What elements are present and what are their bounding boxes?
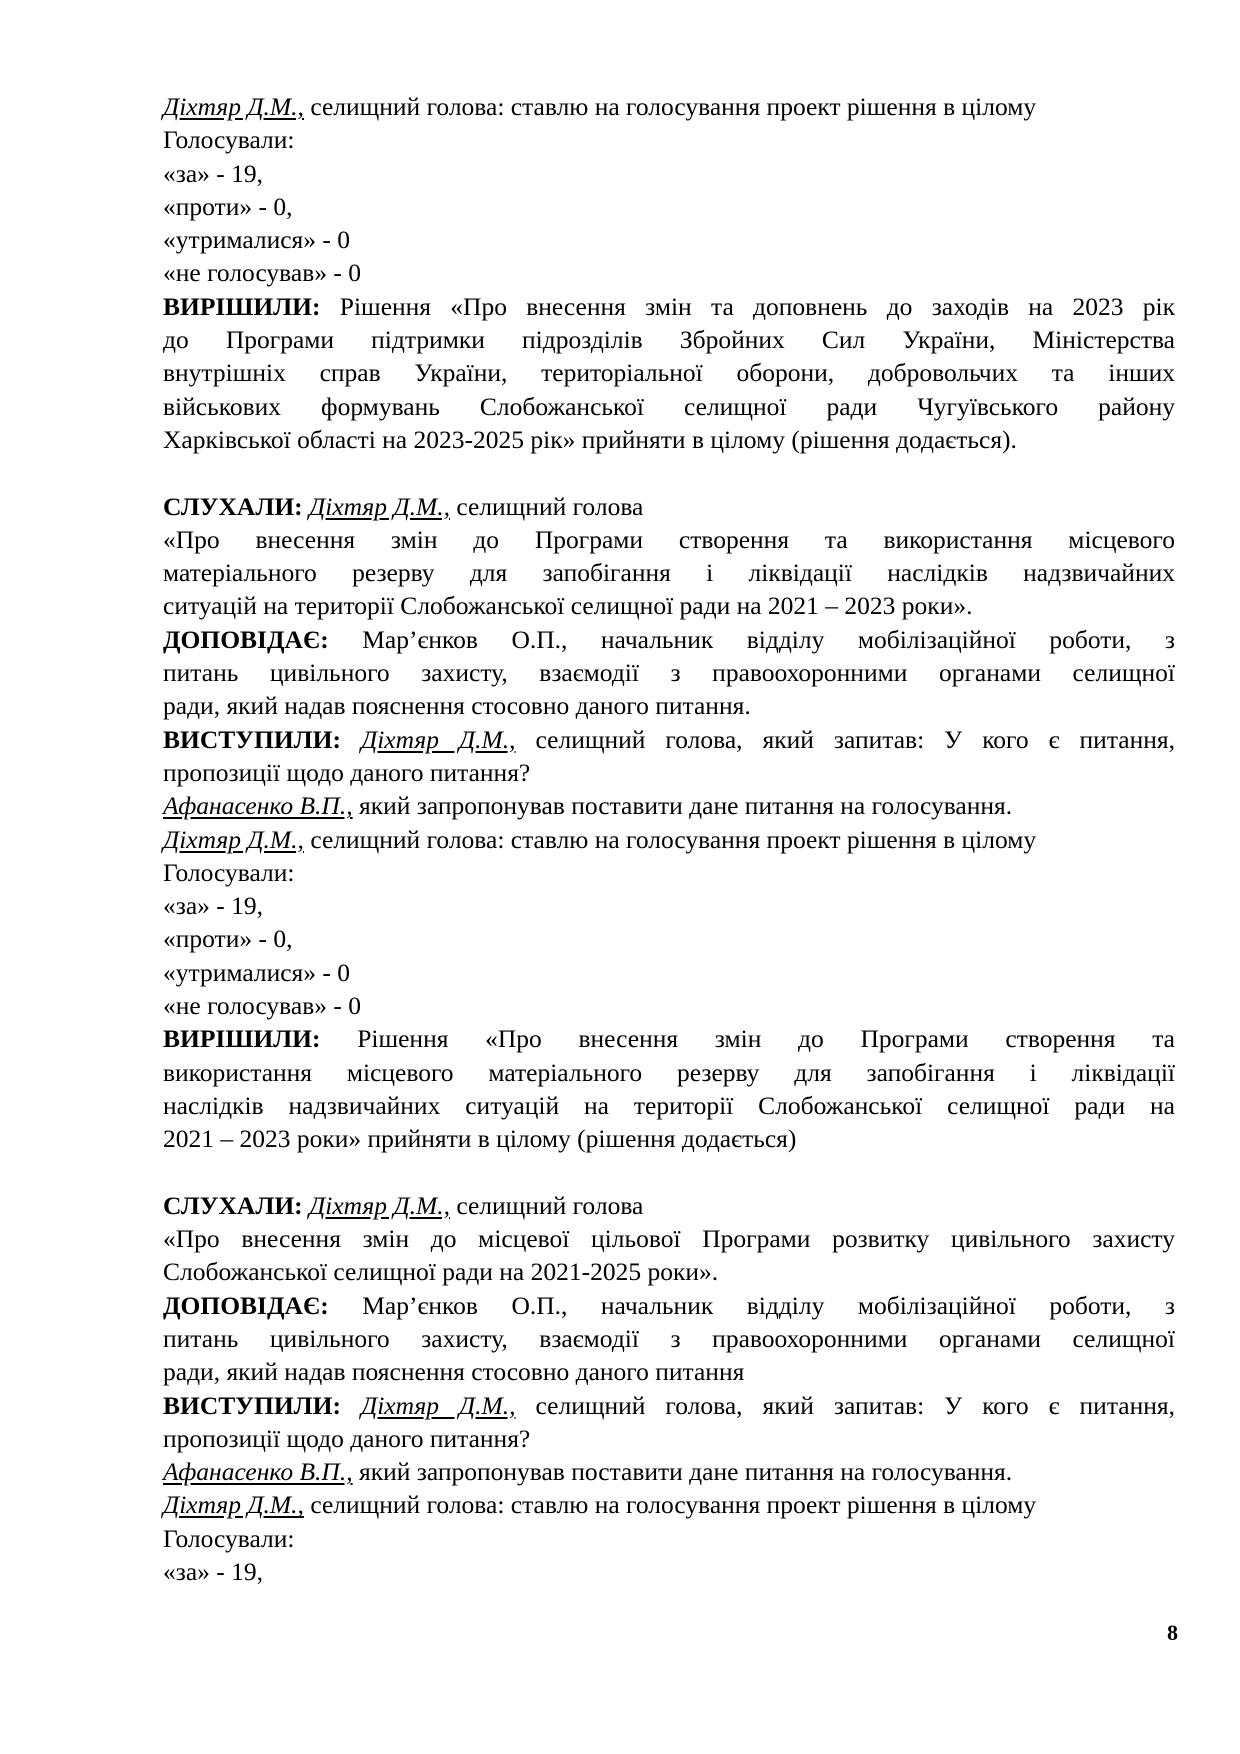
vote-against: «проти» - 0, — [163, 191, 293, 221]
heard-line: СЛУХАЛИ: Діхтяр Д.М., селищний голова — [163, 491, 644, 521]
spoke-label: ВИСТУПИЛИ: — [163, 724, 341, 754]
decided-line: наслідків надзвичайних ситуацій на території Слобожанської селищної ради на — [163, 1090, 1175, 1120]
vote-against: «проти» - 0, — [163, 924, 293, 954]
speaker-name: Діхтяр Д.М., — [163, 1490, 304, 1520]
report-line: ДОПОВІДАЄ: Мар’єнков О.П., начальник відділу мобілізаційної роботи, з — [163, 1290, 1175, 1320]
report-line: ради, який надав пояснення стосовно даного питання. — [163, 691, 751, 721]
page-number: 8 — [1167, 1620, 1178, 1645]
heard-label: СЛУХАЛИ: — [163, 1190, 303, 1220]
topic-line: матеріального резерву для запобігання і ліквідації наслідків надзвичайних — [163, 558, 1175, 588]
spoke-line: пропозиції щодо даного питання? — [163, 1423, 531, 1453]
section-gap — [163, 456, 1175, 489]
speaker-name: Діхтяр Д.М., — [163, 824, 304, 854]
decided-line: ВИРІШИЛИ: Рішення «Про внесення змін до Програми створення та — [163, 1024, 1175, 1054]
heard-line: СЛУХАЛИ: Діхтяр Д.М., селищний голова — [163, 1190, 644, 1220]
deputy-name: Афанасенко В.П., — [163, 791, 353, 821]
heard-label: СЛУХАЛИ: — [163, 491, 303, 521]
section-gap — [163, 1156, 1175, 1189]
vote-for: «за» - 19, — [163, 1557, 264, 1587]
vote-for: «за» - 19, — [163, 891, 264, 921]
report-line: питань цивільного захисту, взаємодії з правоохоронними органами селищної — [163, 658, 1175, 688]
topic-line: Слобожанської селищної ради на 2021-2025 роки». — [163, 1257, 719, 1287]
decided-line: використання місцевого матеріального резерву для запобігання і ліквідації — [163, 1057, 1175, 1087]
vote-abstained: «утрималися» - 0 — [163, 957, 351, 987]
decided-line: Харківської області на 2023-2025 рік» прийняти в цілому (рішення додається). — [163, 424, 1017, 454]
reports-label: ДОПОВІДАЄ: — [163, 624, 329, 654]
topic-line: «Про внесення змін до місцевої цільової Програми розвитку цивільного захисту — [163, 1224, 1175, 1254]
topic-line: «Про внесення змін до Програми створення та використання місцевого — [163, 524, 1175, 554]
decided-label: ВИРІШИЛИ: — [163, 1024, 321, 1054]
proposal-line: Афанасенко В.П., який запропонував поставити дане питання на голосування. — [163, 1457, 1013, 1487]
spoke-line: пропозиції щодо даного питання? — [163, 757, 531, 787]
speaker-name: Діхтяр Д.М., — [360, 724, 516, 754]
speaker-name: Діхтяр Д.М., — [309, 1190, 450, 1220]
reports-label: ДОПОВІДАЄ: — [163, 1290, 329, 1320]
vote-for: «за» - 19, — [163, 158, 264, 188]
vote-call-line: Діхтяр Д.М., селищний голова: ставлю на голосування проект рішення в цілому — [163, 1490, 1037, 1520]
spoke-line: ВИСТУПИЛИ: Діхтяр Д.М., селищний голова, який запитав: У кого є питання, — [163, 724, 1175, 754]
vote-header: Голосували: — [163, 125, 295, 155]
speaker-name: Діхтяр Д.М., — [360, 1390, 516, 1420]
decided-line: внутрішніх справ України, територіальної оборони, добровольчих та інших — [163, 358, 1175, 388]
spoke-label: ВИСТУПИЛИ: — [163, 1390, 341, 1420]
topic-line: ситуацій на території Слобожанської селищної ради на 2021 – 2023 роки». — [163, 591, 973, 621]
decided-line: військових формувань Слобожанської селищної ради Чугуївського району — [163, 391, 1175, 421]
vote-not-voted: «не голосував» - 0 — [163, 258, 361, 288]
decided-line: ВИРІШИЛИ: Рішення «Про внесення змін та доповнень до заходів на 2023 рік — [163, 291, 1175, 321]
document-page — [163, 90, 1175, 1588]
vote-not-voted: «не голосував» - 0 — [163, 991, 361, 1021]
vote-call-line: Діхтяр Д.М., селищний голова: ставлю на голосування проект рішення в цілому — [163, 92, 1037, 121]
decided-line: 2021 – 2023 роки» прийняти в цілому (рішення додається) — [163, 1124, 797, 1154]
report-line: питань цивільного захисту, взаємодії з правоохоронними органами селищної — [163, 1323, 1175, 1353]
report-line: ДОПОВІДАЄ: Мар’єнков О.П., начальник відділу мобілізаційної роботи, з — [163, 624, 1175, 654]
speaker-name: Діхтяр Д.М., — [163, 92, 304, 121]
spoke-line: ВИСТУПИЛИ: Діхтяр Д.М., селищний голова, який запитав: У кого є питання, — [163, 1390, 1175, 1420]
deputy-name: Афанасенко В.П., — [163, 1457, 353, 1487]
speaker-name: Діхтяр Д.М., — [309, 491, 450, 521]
vote-call-line: Діхтяр Д.М., селищний голова: ставлю на голосування проект рішення в цілому — [163, 824, 1037, 854]
decided-line: до Програми підтримки підрозділів Збройних Сил України, Міністерства — [163, 325, 1175, 355]
vote-header: Голосували: — [163, 857, 295, 887]
vote-header: Голосували: — [163, 1523, 295, 1553]
proposal-line: Афанасенко В.П., який запропонував поставити дане питання на голосування. — [163, 791, 1013, 821]
decided-label: ВИРІШИЛИ: — [163, 291, 321, 321]
report-line: ради, який надав пояснення стосовно даного питання — [163, 1357, 745, 1387]
vote-abstained: «утрималися» - 0 — [163, 225, 351, 255]
